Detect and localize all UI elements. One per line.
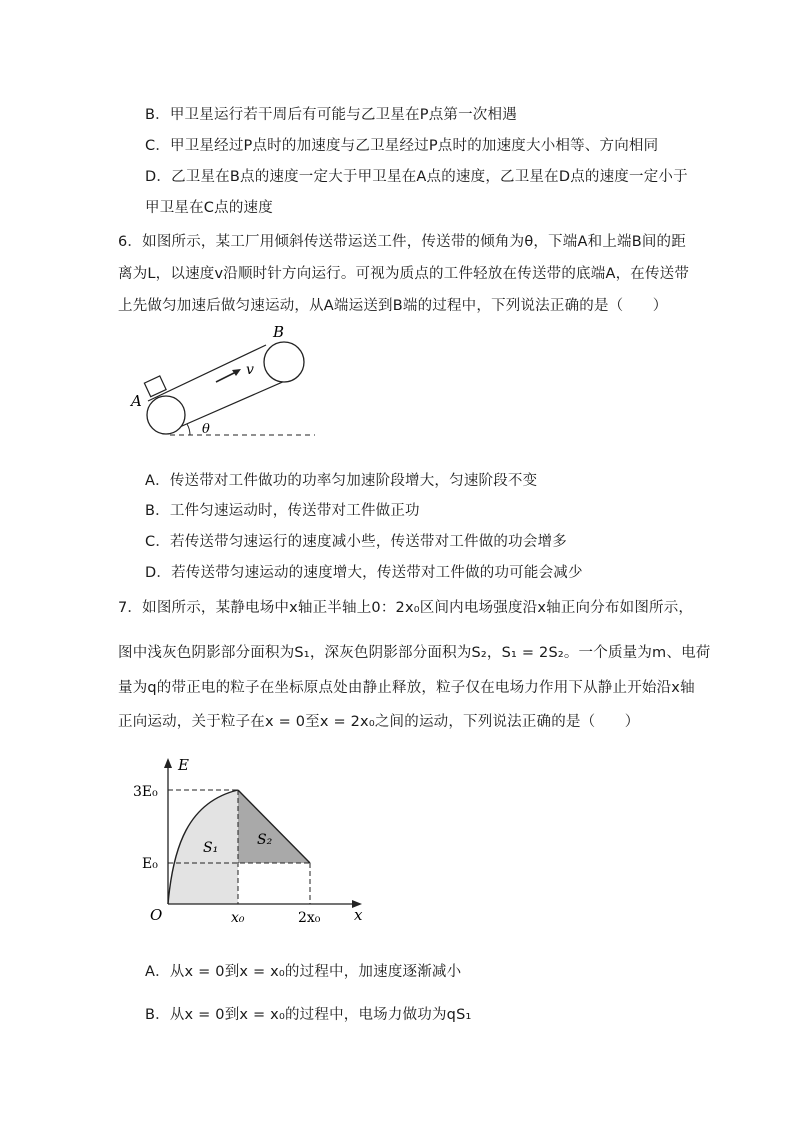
label-e0: E₀ (142, 856, 158, 872)
label-v: v (246, 362, 254, 378)
q6-option-b: B．工件匀速运动时，传送带对工件做正功 (145, 503, 420, 519)
q6-stem-line3: 上先做匀加速后做匀速运动，从A端运送到B端的过程中，下列说法正确的是（ ） (118, 298, 668, 314)
q7-stem-line2: 图中浅灰色阴影部分面积为S₁，深灰色阴影部分面积为S₂，S₁ = 2S₂。一个质量为m、电荷 (118, 645, 711, 661)
q7-stem-line1: 7．如图所示，某静电场中x轴正半轴上0：2x₀区间内电场强度沿x轴正向分布如图所示， (118, 600, 694, 616)
label-a: A (131, 392, 142, 410)
label-3e0: 3E₀ (133, 784, 158, 800)
label-theta: θ (202, 422, 210, 437)
q6-option-a: A．传送带对工件做功的功率匀加速阶段增大，匀速阶段不变 (145, 473, 538, 489)
label-origin: O (150, 906, 163, 924)
q6-stem-line2: 离为L，以速度v沿顺时针方向运行。可视为质点的工件轻放在传送带的底端A，在传送带 (118, 266, 690, 282)
q5-option-d-line2: 甲卫星在C点的速度 (145, 200, 273, 216)
label-b: B (273, 323, 285, 341)
q7-option-a: A．从x = 0到x = x₀的过程中，加速度逐渐减小 (145, 964, 462, 980)
conveyor-belt-figure (120, 318, 330, 446)
label-e-axis: E (178, 756, 189, 774)
label-x-axis: x (354, 906, 363, 924)
q6-option-d: D．若传送带匀速运动的速度增大，传送带对工件做的功可能会减少 (145, 565, 583, 581)
q6-option-c: C．若传送带匀速运行的速度减小些，传送带对工件做的功会增多 (145, 534, 567, 550)
belt-bottom-line (166, 377, 294, 433)
q7-stem-line4: 正向运动，关于粒子在x = 0至x = 2x₀之间的运动，下列说法正确的是（ ） (118, 714, 640, 730)
label-s2: S₂ (257, 832, 273, 848)
theta-arc (187, 424, 190, 435)
label-2x0: 2x₀ (298, 910, 321, 926)
q5-option-c: C．甲卫星经过P点时的加速度与乙卫星经过P点时的加速度大小相等、方向相同 (145, 138, 659, 154)
e-axis-arrowhead (164, 758, 172, 768)
label-x0: x₀ (231, 910, 245, 926)
q5-option-b: B．甲卫星运行若干周后有可能与乙卫星在P点第一次相遇 (145, 107, 517, 123)
q5-option-d-line1: D．乙卫星在B点的速度一定大于甲卫星在A点的速度，乙卫星在D点的速度一定小于 (145, 169, 688, 185)
label-s1: S₁ (203, 840, 219, 856)
q7-option-b: B．从x = 0到x = x₀的过程中，电场力做功为qS₁ (145, 1007, 472, 1023)
q6-stem-line1: 6．如图所示，某工厂用倾斜传送带运送工件，传送带的倾角为θ，下端A和上端B间的距 (118, 234, 686, 250)
q7-stem-line3: 量为q的带正电的粒子在坐标原点处由静止释放，粒子仅在电场力作用下从静止开始沿x轴 (118, 680, 695, 696)
pulley-lower (147, 396, 185, 434)
electric-field-graph (128, 752, 378, 927)
pulley-upper (264, 342, 304, 382)
